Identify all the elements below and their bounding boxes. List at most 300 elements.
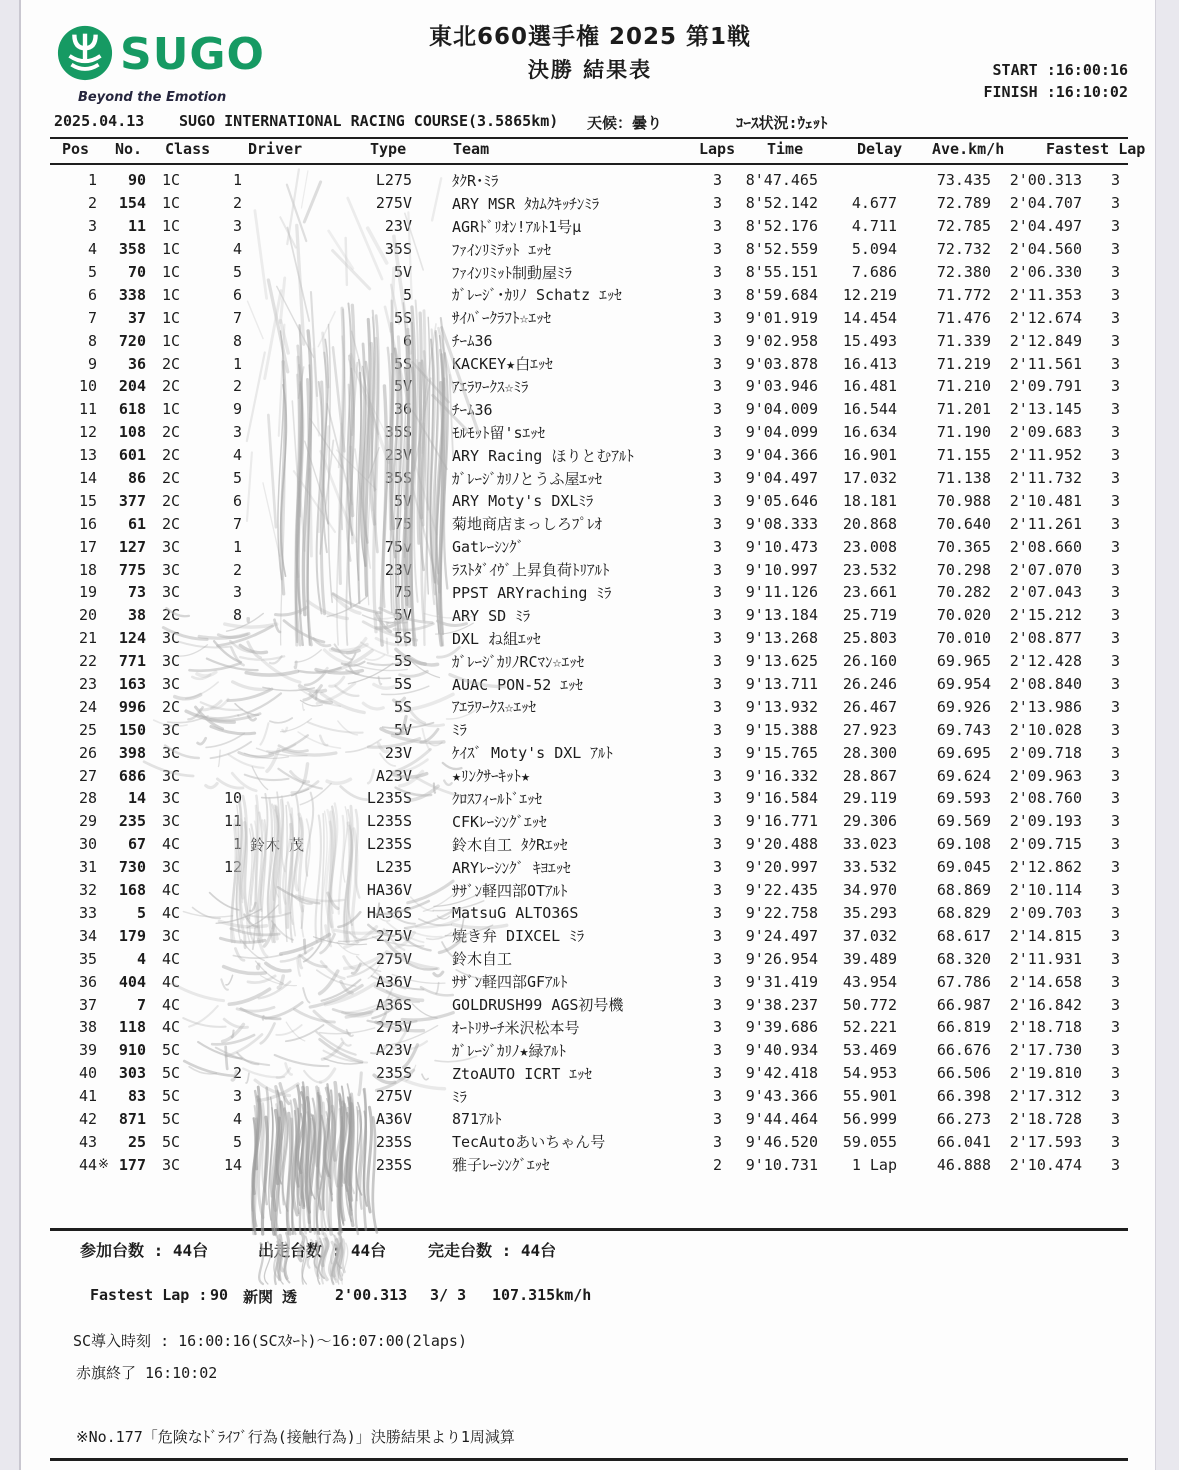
table-row — [52, 512, 1120, 535]
table-row — [52, 902, 1120, 925]
team-cell: ARY Moty's DXLﾐﾗ — [452, 492, 594, 511]
class-rank-cell: 9 — [232, 400, 242, 419]
delay-cell: 55.901 — [842, 1087, 897, 1106]
column-header-pos: Pos — [62, 140, 90, 158]
time-cell: 8'55.151 — [745, 263, 818, 281]
pos-cell: 24 — [78, 697, 97, 716]
race-subtitle: 決勝 結果表 — [527, 58, 653, 82]
team-cell: PPST ARYraching ﾐﾗ — [452, 583, 612, 602]
fastest-lap-cell: 2'12.862 — [1009, 858, 1082, 877]
car-no-cell: 179 — [118, 926, 146, 945]
table-row — [52, 627, 1120, 650]
car-no-cell: 86 — [127, 469, 146, 488]
class-rank-cell: 3 — [232, 583, 242, 602]
fastest-lap-cell: 2'17.312 — [1009, 1087, 1082, 1106]
delay-cell: 29.306 — [842, 812, 897, 831]
pos-cell: 14 — [78, 469, 97, 488]
ave-speed-cell: 71.476 — [936, 308, 991, 327]
class-rank-cell: 1 — [232, 354, 242, 373]
time-cell: 9'38.237 — [745, 995, 818, 1014]
ave-speed-cell: 70.010 — [936, 629, 991, 648]
ave-speed-cell: 68.829 — [936, 903, 991, 922]
pos-cell: 21 — [78, 629, 97, 648]
laps-cell: 3 — [712, 331, 722, 350]
delay-cell: 35.293 — [842, 903, 897, 922]
car-no-cell: 67 — [127, 835, 146, 854]
car-type-cell: 5S — [393, 675, 412, 694]
team-cell: ★ﾘﾝｸｻｰｷｯﾄ★ — [452, 767, 531, 786]
event-date: 2025.04.13 — [54, 112, 145, 130]
laps-cell: 3 — [712, 491, 722, 510]
table-row — [52, 856, 1120, 879]
table-row — [52, 1153, 1120, 1176]
class-cell: 2C — [162, 354, 181, 373]
fastest-lap-cell: 2'11.561 — [1009, 354, 1082, 373]
delay-cell: 23.661 — [842, 583, 897, 602]
car-type-cell: A23V — [375, 1041, 412, 1060]
car-type-cell: L235S — [366, 835, 412, 854]
finish-time: FINISH :16:10:02 — [983, 82, 1128, 101]
laps-cell: 3 — [712, 1132, 722, 1151]
laps-cell: 3 — [712, 537, 722, 556]
class-cell: 3C — [162, 1155, 181, 1174]
ave-speed-cell: 71.201 — [936, 400, 991, 419]
time-cell: 9'39.686 — [745, 1018, 818, 1037]
table-row — [52, 1085, 1120, 1108]
delay-cell: 1 Lap — [851, 1155, 897, 1174]
ave-speed-cell: 66.273 — [936, 1109, 991, 1128]
car-no-cell: 871 — [118, 1109, 146, 1128]
fastest-lap-cell: 2'09.683 — [1009, 423, 1082, 442]
fastest-lap-no-cell: 3 — [1110, 995, 1120, 1014]
fastest-lap-cell: 2'12.674 — [1009, 308, 1082, 327]
team-cell: ｻｻﾞﾝ軽四部GFｱﾙﾄ — [452, 973, 568, 992]
fastest-lap-no-cell: 3 — [1110, 446, 1120, 465]
class-cell: 2C — [162, 514, 181, 533]
ave-speed-cell: 68.617 — [936, 926, 991, 945]
car-type-cell: L275 — [375, 171, 412, 190]
fastest-lap-cell: 2'04.497 — [1009, 217, 1082, 236]
class-cell: 3C — [162, 926, 181, 945]
class-cell: 4C — [162, 881, 181, 900]
pos-cell: 30 — [78, 835, 97, 854]
laps-cell: 2 — [712, 1155, 722, 1174]
fastest-lap-cell: 2'09.791 — [1009, 377, 1082, 396]
time-cell: 9'13.625 — [745, 652, 818, 671]
class-cell: 3C — [162, 629, 181, 648]
team-cell: ﾐﾗ — [452, 721, 468, 740]
team-cell: ARY Racing ほりとむｱﾙﾄ — [452, 446, 634, 465]
class-cell: 3C — [162, 789, 181, 808]
car-type-cell: 235S — [375, 1132, 412, 1151]
class-rank-cell: 3 — [232, 1087, 242, 1106]
class-rank-cell: 3 — [232, 217, 242, 236]
team-cell: ｶﾞﾚｰｼﾞｶﾘﾉ★緑ｱﾙﾄ — [452, 1041, 567, 1060]
car-no-cell: 618 — [118, 400, 146, 419]
pos-cell: 40 — [78, 1064, 97, 1083]
rule-page-bottom — [50, 1458, 1128, 1461]
team-cell: 焼き弁 DIXCEL ﾐﾗ — [452, 927, 585, 946]
table-row — [52, 1016, 1120, 1039]
car-type-cell: 35S — [384, 423, 412, 442]
delay-cell: 16.481 — [842, 377, 897, 396]
laps-cell: 3 — [712, 995, 722, 1014]
table-row — [52, 444, 1120, 467]
delay-cell: 23.532 — [842, 560, 897, 579]
delay-cell: 37.032 — [842, 926, 897, 945]
delay-cell: 34.970 — [842, 881, 897, 900]
fastest-lap-no-cell: 3 — [1110, 720, 1120, 739]
team-cell: TecAutoあいちゃん号 — [452, 1133, 606, 1152]
fastest-lap-no-cell: 3 — [1110, 1155, 1120, 1174]
car-type-cell: 5V — [393, 377, 412, 396]
column-header-driver: Driver — [248, 140, 303, 158]
car-no-cell: 61 — [127, 514, 146, 533]
fastest-lap-cell: 2'09.715 — [1009, 835, 1082, 854]
fastest-lap-cell: 2'12.849 — [1009, 331, 1082, 350]
car-type-cell: 5S — [393, 308, 412, 327]
car-no-cell: 127 — [118, 537, 146, 556]
pos-cell: 13 — [78, 446, 97, 465]
class-cell: 2C — [162, 377, 181, 396]
class-rank-cell: 7 — [232, 514, 242, 533]
car-no-cell: 108 — [118, 423, 146, 442]
laps-cell: 3 — [712, 972, 722, 991]
class-rank-cell: 8 — [232, 331, 242, 350]
laps-cell: 3 — [712, 903, 722, 922]
ave-speed-cell: 66.506 — [936, 1064, 991, 1083]
ave-speed-cell: 73.435 — [936, 171, 991, 190]
fastest-lap-driver: 新関 透 — [243, 1288, 298, 1306]
fastest-lap-no-cell: 3 — [1110, 1109, 1120, 1128]
delay-cell: 52.221 — [842, 1018, 897, 1037]
car-type-cell: A36V — [375, 1109, 412, 1128]
team-cell: CFKﾚｰｼﾝｸﾞｴｯｾ — [452, 812, 547, 831]
ave-speed-cell: 72.380 — [936, 263, 991, 281]
fastest-lap-cell: 2'09.193 — [1009, 812, 1082, 831]
class-rank-cell: 8 — [232, 606, 242, 625]
team-cell: ﾐﾗ — [452, 1087, 468, 1106]
ave-speed-cell: 72.732 — [936, 240, 991, 259]
class-cell: 3C — [162, 743, 181, 762]
car-no-cell: 5 — [136, 903, 146, 922]
table-row — [52, 650, 1120, 673]
pos-cell: 8 — [87, 331, 97, 350]
team-cell: ﾌｧｲﾝﾘﾐﾃｯﾄ ｴｯｾ — [452, 240, 552, 259]
car-no-cell: 177 — [118, 1155, 146, 1174]
course-condition: ｺｰｽ状況:ｳｪｯﾄ — [736, 114, 828, 132]
ave-speed-cell: 71.155 — [936, 446, 991, 465]
table-row — [52, 192, 1120, 215]
delay-cell: 16.634 — [842, 423, 897, 442]
rule-above-summary — [50, 1228, 1128, 1231]
class-cell: 4C — [162, 835, 181, 854]
fastest-lap-no-cell: 3 — [1110, 263, 1120, 281]
fastest-lap-cell: 2'15.212 — [1009, 606, 1082, 625]
car-no-cell: 730 — [118, 858, 146, 877]
time-cell: 8'52.142 — [745, 194, 818, 213]
fastest-lap-cell: 2'00.313 — [1009, 171, 1082, 190]
ave-speed-cell: 72.789 — [936, 194, 991, 213]
class-cell: 4C — [162, 1018, 181, 1037]
fastest-lap-car-no: 90 — [210, 1286, 229, 1304]
session-times — [984, 60, 1129, 104]
fastest-lap-label: Fastest Lap : — [90, 1286, 208, 1304]
table-row — [52, 467, 1120, 490]
pos-cell: 35 — [78, 949, 97, 968]
time-cell: 9'13.711 — [745, 675, 818, 694]
team-cell: 鈴木自工 — [452, 950, 513, 969]
fastest-lap-speed: 107.315km/h — [492, 1286, 592, 1304]
time-cell: 9'16.332 — [745, 766, 818, 785]
team-cell: ｱｴﾗﾜｰｸｽ☆ﾐﾗ — [452, 377, 529, 396]
fastest-lap-no-cell: 3 — [1110, 1018, 1120, 1037]
car-no-cell: 124 — [118, 629, 146, 648]
delay-cell: 15.493 — [842, 331, 897, 350]
red-flag-note: 赤旗終了 16:10:02 — [76, 1364, 218, 1382]
table-row — [52, 398, 1120, 421]
time-cell: 9'11.126 — [745, 583, 818, 602]
fastest-lap-no-cell: 3 — [1110, 949, 1120, 968]
page-right-margin — [1155, 0, 1179, 1470]
pos-cell: 26 — [78, 743, 97, 762]
car-no-cell: 7 — [136, 995, 146, 1014]
fastest-lap-no-cell: 3 — [1110, 835, 1120, 854]
pos-cell: 22 — [78, 652, 97, 671]
delay-cell: 4.677 — [851, 194, 897, 213]
delay-cell: 43.954 — [842, 972, 897, 991]
rule-above-header — [50, 137, 1128, 139]
time-cell: 9'31.419 — [745, 972, 818, 991]
car-no-cell: 38 — [127, 606, 146, 625]
table-row — [52, 741, 1120, 764]
pos-cell: 4 — [87, 240, 97, 259]
page-left-margin — [0, 0, 21, 1470]
time-cell: 9'08.333 — [745, 514, 818, 533]
car-type-cell: 5S — [393, 629, 412, 648]
table-row — [52, 535, 1120, 558]
summary-starters: 出走台数 : 44台 — [258, 1241, 387, 1260]
car-no-cell: 14 — [127, 789, 146, 808]
laps-cell: 3 — [712, 263, 722, 281]
time-cell: 9'05.646 — [745, 491, 818, 510]
laps-cell: 3 — [712, 606, 722, 625]
class-cell: 3C — [162, 652, 181, 671]
fastest-lap-cell: 2'09.963 — [1009, 766, 1082, 785]
time-cell: 9'10.731 — [745, 1155, 818, 1174]
team-cell: ｸﾛｽﾌｨｰﾙﾄﾞｴｯｾ — [452, 789, 543, 808]
car-no-cell: 601 — [118, 446, 146, 465]
car-no-cell: 70 — [127, 263, 146, 281]
pos-cell: 5 — [87, 263, 97, 281]
car-no-cell: 37 — [127, 308, 146, 327]
ave-speed-cell: 69.624 — [936, 766, 991, 785]
table-row — [52, 1108, 1120, 1131]
time-cell: 8'52.176 — [745, 217, 818, 236]
fastest-lap-cell: 2'07.043 — [1009, 583, 1082, 602]
fastest-lap-cell: 2'04.707 — [1009, 194, 1082, 213]
table-row — [52, 970, 1120, 993]
class-rank-cell: 2 — [232, 377, 242, 396]
fastest-lap-cell: 2'08.877 — [1009, 629, 1082, 648]
class-cell: 2C — [162, 446, 181, 465]
class-rank-cell: 4 — [232, 446, 242, 465]
car-type-cell: 5S — [393, 354, 412, 373]
car-type-cell: 275V — [375, 1018, 412, 1037]
time-cell: 9'03.946 — [745, 377, 818, 396]
fastest-lap-no-cell: 3 — [1110, 331, 1120, 350]
laps-cell: 3 — [712, 743, 722, 762]
ave-speed-cell: 72.785 — [936, 217, 991, 236]
time-cell: 9'04.366 — [745, 446, 818, 465]
class-cell: 3C — [162, 537, 181, 556]
fastest-lap-no-cell: 3 — [1110, 537, 1120, 556]
car-no-cell: 358 — [118, 240, 146, 259]
fastest-lap-no-cell: 3 — [1110, 377, 1120, 396]
class-rank-cell: 1 — [232, 835, 242, 854]
laps-cell: 3 — [712, 835, 722, 854]
delay-cell: 14.454 — [842, 308, 897, 327]
table-row — [52, 238, 1120, 261]
fastest-lap-no-cell: 3 — [1110, 240, 1120, 259]
fastest-lap-no-cell: 3 — [1110, 560, 1120, 579]
summary-entrants: 参加台数 : 44台 — [80, 1241, 209, 1260]
class-cell: 3C — [162, 675, 181, 694]
car-no-cell: 25 — [127, 1132, 146, 1151]
delay-cell: 23.008 — [842, 537, 897, 556]
car-type-cell: 23V — [384, 217, 412, 236]
team-cell: 871ｱﾙﾄ — [452, 1110, 502, 1129]
laps-cell: 3 — [712, 171, 722, 190]
pos-cell: 32 — [78, 881, 97, 900]
delay-cell: 16.413 — [842, 354, 897, 373]
ave-speed-cell: 70.365 — [936, 537, 991, 556]
fastest-lap-cell: 2'14.815 — [1009, 926, 1082, 945]
class-rank-cell: 5 — [232, 1132, 242, 1151]
pos-cell: 10 — [78, 377, 97, 396]
fastest-lap-cell: 2'08.840 — [1009, 675, 1082, 694]
fastest-lap-no-cell: 3 — [1110, 858, 1120, 877]
time-cell: 9'16.771 — [745, 812, 818, 831]
car-type-cell: 235S — [375, 1155, 412, 1174]
car-no-cell: 338 — [118, 285, 146, 304]
ave-speed-cell: 66.987 — [936, 995, 991, 1014]
team-cell: AUAC PON-52 ｴｯｾ — [452, 675, 583, 694]
team-cell: ｵｰﾄﾘｻｰﾁ米沢松本号 — [452, 1018, 580, 1037]
time-cell: 9'46.520 — [745, 1132, 818, 1151]
laps-cell: 3 — [712, 720, 722, 739]
fastest-lap-no-cell: 3 — [1110, 171, 1120, 190]
laps-cell: 3 — [712, 240, 722, 259]
car-type-cell: 5V — [393, 606, 412, 625]
fastest-lap-cell: 2'13.145 — [1009, 400, 1082, 419]
fastest-lap-no-cell: 3 — [1110, 675, 1120, 694]
fastest-lap-cell: 2'09.703 — [1009, 903, 1082, 922]
car-type-cell: 5V — [393, 720, 412, 739]
results-rows — [52, 169, 1120, 1176]
time-cell: 9'22.435 — [745, 881, 818, 900]
car-type-cell: 5V — [393, 263, 412, 281]
pos-cell: 44 — [78, 1155, 97, 1174]
car-no-cell: 83 — [127, 1087, 146, 1106]
team-cell: 鈴木自工 ﾀｸRｴｯｾ — [452, 835, 568, 854]
fastest-lap-no-cell: 3 — [1110, 1132, 1120, 1151]
delay-cell: 28.300 — [842, 743, 897, 762]
laps-cell: 3 — [712, 949, 722, 968]
car-type-cell: L235S — [366, 789, 412, 808]
class-cell: 5C — [162, 1041, 181, 1060]
time-cell: 8'59.684 — [745, 285, 818, 304]
time-cell: 9'04.497 — [745, 469, 818, 488]
team-cell: GOLDRUSH99 AGS初号機 — [452, 996, 624, 1014]
fastest-lap-no-cell: 3 — [1110, 583, 1120, 602]
fastest-lap-no-cell: 3 — [1110, 1064, 1120, 1083]
car-type-cell: 275V — [375, 926, 412, 945]
delay-cell: 16.544 — [842, 400, 897, 419]
table-row — [52, 810, 1120, 833]
class-cell: 1C — [162, 171, 181, 190]
ave-speed-cell: 66.819 — [936, 1018, 991, 1037]
car-no-cell: 11 — [127, 217, 146, 236]
pos-cell: 12 — [78, 423, 97, 442]
table-row — [52, 787, 1120, 810]
fastest-lap-no-cell: 3 — [1110, 606, 1120, 625]
car-type-cell: 75 — [393, 514, 412, 533]
fastest-lap-no-cell: 3 — [1110, 194, 1120, 213]
column-header-delay: Delay — [857, 140, 903, 158]
car-type-cell: 75 — [393, 583, 412, 602]
class-rank-cell: 2 — [232, 194, 242, 213]
ave-speed-cell: 71.219 — [936, 354, 991, 373]
car-type-cell: 23V — [384, 560, 412, 579]
laps-cell: 3 — [712, 217, 722, 236]
class-cell: 4C — [162, 972, 181, 991]
weather: 天候：曇り — [587, 114, 663, 132]
fastest-lap-no-cell: 3 — [1110, 926, 1120, 945]
fastest-lap-no-cell: 3 — [1110, 789, 1120, 808]
class-cell: 3C — [162, 583, 181, 602]
delay-cell: 26.246 — [842, 675, 897, 694]
pos-cell: 17 — [78, 537, 97, 556]
laps-cell: 3 — [712, 1041, 722, 1060]
class-cell: 3C — [162, 560, 181, 579]
delay-cell: 7.686 — [851, 263, 897, 281]
time-cell: 9'26.954 — [745, 949, 818, 968]
table-row — [52, 306, 1120, 329]
car-type-cell: 75v — [384, 537, 412, 556]
table-row — [52, 947, 1120, 970]
fastest-lap-cell: 2'08.760 — [1009, 789, 1082, 808]
car-no-cell: 303 — [118, 1064, 146, 1083]
time-cell: 9'16.584 — [745, 789, 818, 808]
ave-speed-cell: 66.676 — [936, 1041, 991, 1060]
laps-cell: 3 — [712, 583, 722, 602]
time-cell: 9'13.932 — [745, 697, 818, 716]
class-rank-cell: 7 — [232, 308, 242, 327]
delay-cell: 54.953 — [842, 1064, 897, 1083]
ave-speed-cell: 67.786 — [936, 972, 991, 991]
car-no-cell: 73 — [127, 583, 146, 602]
class-rank-cell: 2 — [232, 560, 242, 579]
ave-speed-cell: 68.869 — [936, 881, 991, 900]
class-cell: 5C — [162, 1087, 181, 1106]
class-cell: 1C — [162, 331, 181, 350]
ave-speed-cell: 69.569 — [936, 812, 991, 831]
table-row — [52, 261, 1120, 284]
ave-speed-cell: 66.041 — [936, 1132, 991, 1151]
column-header-laps: Laps — [699, 140, 736, 158]
delay-cell: 28.867 — [842, 766, 897, 785]
